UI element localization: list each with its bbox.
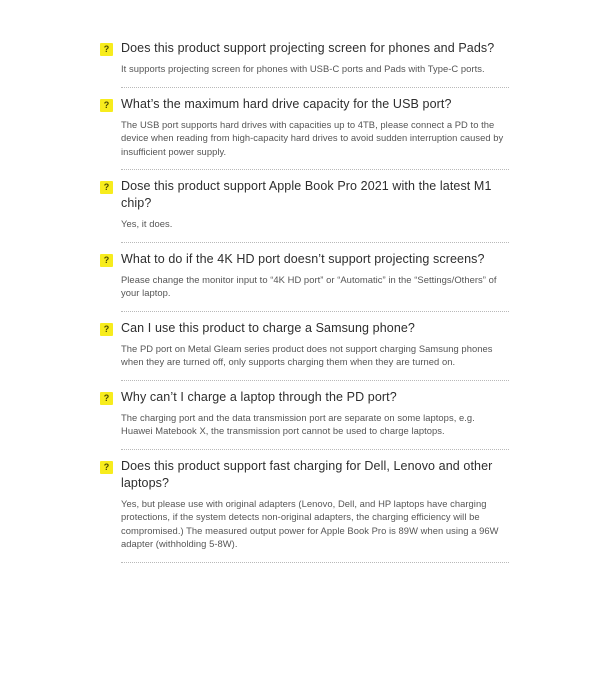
- faq-question-row: [100, 96, 509, 113]
- faq-question-row: [100, 320, 509, 337]
- question-badge-icon: ?: [100, 43, 113, 56]
- faq-question-text: What’s the maximum hard drive capacity for the USB port?: [121, 96, 452, 111]
- faq-question-text: Does this product support fast charging for Dell, Lenovo and other laptops?: [121, 458, 493, 490]
- faq-answer-text: Please change the monitor input to “4K HD port” or “Automatic” in the “Settings/Others” of your laptop.: [121, 273, 497, 298]
- faq-item: [100, 383, 509, 450]
- faq-answer-text: The USB port supports hard drives with capacities up to 4TB, please connect a PD to the device when reading from high-capacity hard drives to avoid sudden interruption caused by insufficient power supply.: [121, 118, 504, 157]
- faq-question-row: [100, 251, 509, 268]
- faq-question-text: Does this product support projecting screen for phones and Pads?: [121, 41, 495, 55]
- faq-question-row: [100, 40, 509, 57]
- faq-item: [100, 90, 509, 171]
- faq-answer-text: Yes, but please use with original adapters (Lenovo, Dell, and HP laptops have charging protections, if the system detects non-original adapters, the charging efficiency will be compromised.) The measured output power for Apple Book Pro is 89W when using a 96W adapter (withholding 5-8W).: [121, 497, 499, 549]
- faq-divider: [121, 169, 509, 170]
- faq-item: [100, 245, 509, 312]
- question-badge-icon: ?: [100, 254, 113, 267]
- faq-question-row: [100, 389, 509, 406]
- question-badge-icon: ?: [100, 181, 113, 194]
- faq-answer-text: Yes, it does.: [121, 218, 173, 229]
- question-badge-icon: ?: [100, 461, 113, 474]
- faq-divider: [121, 242, 509, 243]
- faq-question-text: Dose this product support Apple Book Pro 2021 with the latest M1 chip?: [121, 179, 492, 210]
- faq-item: [100, 314, 509, 381]
- faq-question-row: [100, 178, 509, 212]
- faq-answer-text: The PD port on Metal Gleam series product does not support charging Samsung phones when they are turned off, only supports charging them when they are turned on.: [121, 342, 493, 367]
- faq-divider: [121, 311, 509, 312]
- faq-question-text: Why can’t I charge a laptop through the PD port?: [121, 389, 397, 404]
- faq-question-row: [100, 458, 509, 492]
- question-badge-icon: ?: [100, 99, 113, 112]
- question-badge-icon: ?: [100, 392, 113, 405]
- faq-item: [100, 452, 509, 563]
- faq-item: [100, 172, 509, 243]
- faq-answer-text: It supports projecting screen for phones with USB-C ports and Pads with Type-C ports.: [121, 63, 485, 74]
- faq-question-text: Can I use this product to charge a Samsung phone?: [121, 320, 415, 335]
- faq-divider: [121, 449, 509, 450]
- question-badge-icon: ?: [100, 323, 113, 336]
- faq-divider: [121, 380, 509, 381]
- faq-answer-text: The charging port and the data transmission port are separate on some laptops, e.g. Huawei Matebook X, the transmission port cannot be used to charge laptops.: [121, 411, 475, 436]
- faq-divider: [121, 87, 509, 88]
- faq-divider: [121, 562, 509, 563]
- faq-item: [100, 34, 509, 88]
- faq-question-text: What to do if the 4K HD port doesn’t support projecting screens?: [121, 251, 485, 266]
